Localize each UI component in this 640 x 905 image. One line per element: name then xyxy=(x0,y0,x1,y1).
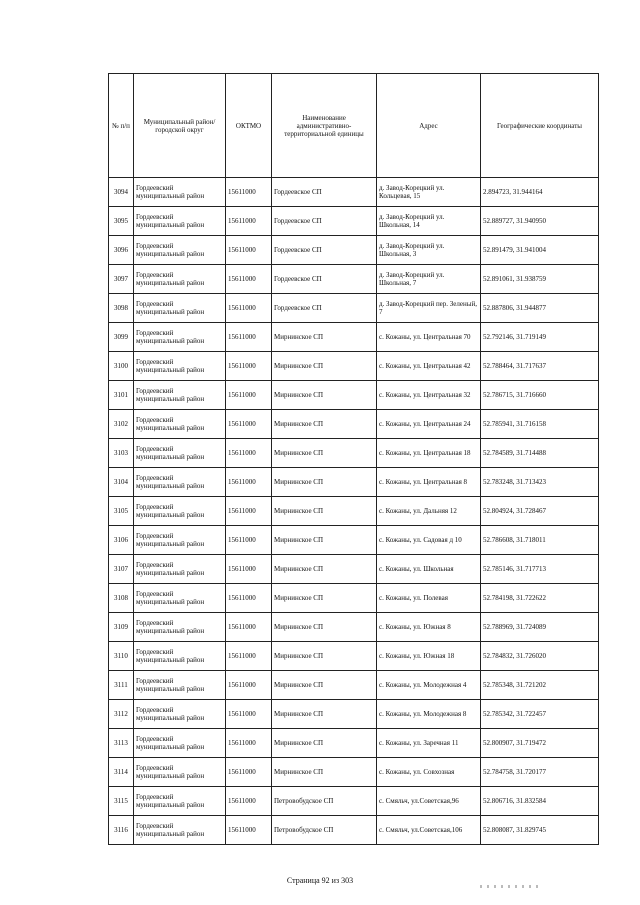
row-number: 3105 xyxy=(109,497,134,526)
table-row xyxy=(109,323,599,352)
row-coordinates: 2.894723, 31.944164 xyxy=(481,178,599,207)
scan-artifact xyxy=(480,885,540,888)
row-oktmo: 15611000 xyxy=(226,236,272,265)
row-address: д. Завод-Корецкий ул. Кольцевая, 15 xyxy=(377,178,481,207)
row-unit: Петровобудское СП xyxy=(272,816,377,845)
row-address: с. Кожаны, ул. Центральная 8 xyxy=(377,468,481,497)
row-address: с. Кожаны, ул. Молодежная 8 xyxy=(377,700,481,729)
row-number: 3102 xyxy=(109,410,134,439)
table-row xyxy=(109,700,599,729)
table-row xyxy=(109,816,599,845)
row-district: Гордеевский муниципальный район xyxy=(134,323,226,352)
row-number: 3114 xyxy=(109,758,134,787)
header-unit: Наименование административно-территориальной единицы xyxy=(272,74,377,178)
row-district: Гордеевский муниципальный район xyxy=(134,700,226,729)
table-row xyxy=(109,265,599,294)
row-number: 3097 xyxy=(109,265,134,294)
row-address: с. Кожаны, ул. Южная 8 xyxy=(377,613,481,642)
row-unit: Мирнинское СП xyxy=(272,758,377,787)
table-header-row xyxy=(109,74,599,178)
row-unit: Мирнинское СП xyxy=(272,468,377,497)
row-address: д. Завод-Корецкий пер. Зеленый, 7 xyxy=(377,294,481,323)
table-row xyxy=(109,758,599,787)
row-number: 3116 xyxy=(109,816,134,845)
row-unit: Мирнинское СП xyxy=(272,526,377,555)
row-district: Гордеевский муниципальный район xyxy=(134,671,226,700)
row-address: с. Кожаны, ул. Дальняя 12 xyxy=(377,497,481,526)
table-row xyxy=(109,787,599,816)
row-district: Гордеевский муниципальный район xyxy=(134,468,226,497)
row-number: 3115 xyxy=(109,787,134,816)
row-address: д. Завод-Корецкий ул. Школьная, 3 xyxy=(377,236,481,265)
table-row xyxy=(109,236,599,265)
row-oktmo: 15611000 xyxy=(226,468,272,497)
row-coordinates: 52.786608, 31.718011 xyxy=(481,526,599,555)
row-address: д. Завод-Корецкий ул. Школьная, 7 xyxy=(377,265,481,294)
row-number: 3107 xyxy=(109,555,134,584)
row-unit: Мирнинское СП xyxy=(272,410,377,439)
row-unit: Мирнинское СП xyxy=(272,323,377,352)
row-district: Гордеевский муниципальный район xyxy=(134,758,226,787)
row-district: Гордеевский муниципальный район xyxy=(134,584,226,613)
row-oktmo: 15611000 xyxy=(226,294,272,323)
row-oktmo: 15611000 xyxy=(226,642,272,671)
table-row xyxy=(109,642,599,671)
row-oktmo: 15611000 xyxy=(226,352,272,381)
row-coordinates: 52.785342, 31.722457 xyxy=(481,700,599,729)
row-unit: Гордеевское СП xyxy=(272,236,377,265)
row-number: 3094 xyxy=(109,178,134,207)
row-address: с. Кожаны, ул. Полевая xyxy=(377,584,481,613)
row-district: Гордеевский муниципальный район xyxy=(134,642,226,671)
header-oktmo: ОКТМО xyxy=(226,74,272,178)
table-row xyxy=(109,671,599,700)
row-unit: Мирнинское СП xyxy=(272,671,377,700)
row-oktmo: 15611000 xyxy=(226,265,272,294)
row-unit: Мирнинское СП xyxy=(272,439,377,468)
row-coordinates: 52.785146, 31.717713 xyxy=(481,555,599,584)
row-number: 3095 xyxy=(109,207,134,236)
row-coordinates: 52.784758, 31.720177 xyxy=(481,758,599,787)
table-row xyxy=(109,497,599,526)
table-row xyxy=(109,584,599,613)
row-coordinates: 52.786715, 31.716660 xyxy=(481,381,599,410)
row-oktmo: 15611000 xyxy=(226,816,272,845)
table-row xyxy=(109,178,599,207)
row-address: с. Кожаны, ул. Южная 18 xyxy=(377,642,481,671)
row-district: Гордеевский муниципальный район xyxy=(134,555,226,584)
row-district: Гордеевский муниципальный район xyxy=(134,381,226,410)
row-coordinates: 52.788464, 31.717637 xyxy=(481,352,599,381)
row-district: Гордеевский муниципальный район xyxy=(134,265,226,294)
row-number: 3099 xyxy=(109,323,134,352)
header-coordinates: Географические координаты xyxy=(481,74,599,178)
row-unit: Мирнинское СП xyxy=(272,729,377,758)
row-oktmo: 15611000 xyxy=(226,381,272,410)
row-coordinates: 52.783248, 31.713423 xyxy=(481,468,599,497)
row-unit: Мирнинское СП xyxy=(272,642,377,671)
table-row xyxy=(109,526,599,555)
row-coordinates: 52.891479, 31.941004 xyxy=(481,236,599,265)
row-oktmo: 15611000 xyxy=(226,584,272,613)
table-row xyxy=(109,352,599,381)
row-unit: Мирнинское СП xyxy=(272,700,377,729)
table-row xyxy=(109,207,599,236)
row-district: Гордеевский муниципальный район xyxy=(134,526,226,555)
row-oktmo: 15611000 xyxy=(226,758,272,787)
row-unit: Петровобудское СП xyxy=(272,787,377,816)
registry-table xyxy=(108,73,599,845)
header-district: Муниципальный район/городской округ xyxy=(134,74,226,178)
row-address: с. Кожаны, ул. Центральная 32 xyxy=(377,381,481,410)
row-number: 3113 xyxy=(109,729,134,758)
row-unit: Мирнинское СП xyxy=(272,584,377,613)
row-address: с. Смяльч, ул.Советская,96 xyxy=(377,787,481,816)
table-row xyxy=(109,555,599,584)
row-district: Гордеевский муниципальный район xyxy=(134,497,226,526)
row-coordinates: 52.792146, 31.719149 xyxy=(481,323,599,352)
row-oktmo: 15611000 xyxy=(226,700,272,729)
header-address: Адрес xyxy=(377,74,481,178)
row-number: 3111 xyxy=(109,671,134,700)
row-coordinates: 52.788969, 31.724089 xyxy=(481,613,599,642)
row-district: Гордеевский муниципальный район xyxy=(134,729,226,758)
row-district: Гордеевский муниципальный район xyxy=(134,613,226,642)
row-coordinates: 52.889727, 31.940950 xyxy=(481,207,599,236)
table-row xyxy=(109,729,599,758)
row-number: 3096 xyxy=(109,236,134,265)
row-unit: Гордеевское СП xyxy=(272,178,377,207)
row-number: 3098 xyxy=(109,294,134,323)
row-address: с. Кожаны, ул. Центральная 24 xyxy=(377,410,481,439)
row-number: 3103 xyxy=(109,439,134,468)
row-address: с. Кожаны, ул. Заречная 11 xyxy=(377,729,481,758)
row-unit: Гордеевское СП xyxy=(272,265,377,294)
row-coordinates: 52.806716, 31.832584 xyxy=(481,787,599,816)
row-address: с. Кожаны, ул. Молодежная 4 xyxy=(377,671,481,700)
table-row xyxy=(109,410,599,439)
row-address: с. Кожаны, ул. Центральная 70 xyxy=(377,323,481,352)
row-coordinates: 52.808087, 31.829745 xyxy=(481,816,599,845)
row-district: Гордеевский муниципальный район xyxy=(134,294,226,323)
row-number: 3104 xyxy=(109,468,134,497)
table-row xyxy=(109,439,599,468)
row-district: Гордеевский муниципальный район xyxy=(134,816,226,845)
row-coordinates: 52.804924, 31.728467 xyxy=(481,497,599,526)
row-oktmo: 15611000 xyxy=(226,439,272,468)
row-oktmo: 15611000 xyxy=(226,555,272,584)
row-oktmo: 15611000 xyxy=(226,671,272,700)
row-address: с. Кожаны, ул. Совхозная xyxy=(377,758,481,787)
table-row xyxy=(109,613,599,642)
row-address: д. Завод-Корецкий ул. Школьная, 14 xyxy=(377,207,481,236)
row-coordinates: 52.887806, 31.944877 xyxy=(481,294,599,323)
row-oktmo: 15611000 xyxy=(226,178,272,207)
row-unit: Мирнинское СП xyxy=(272,352,377,381)
header-number: № п/п xyxy=(109,74,134,178)
row-oktmo: 15611000 xyxy=(226,729,272,758)
row-district: Гордеевский муниципальный район xyxy=(134,787,226,816)
row-number: 3101 xyxy=(109,381,134,410)
row-number: 3109 xyxy=(109,613,134,642)
table-row xyxy=(109,294,599,323)
row-coordinates: 52.800907, 31.719472 xyxy=(481,729,599,758)
row-unit: Гордеевское СП xyxy=(272,207,377,236)
row-address: с. Смяльч, ул.Советская,106 xyxy=(377,816,481,845)
row-coordinates: 52.785348, 31.721202 xyxy=(481,671,599,700)
row-unit: Мирнинское СП xyxy=(272,381,377,410)
row-district: Гордеевский муниципальный район xyxy=(134,410,226,439)
table-row xyxy=(109,381,599,410)
row-district: Гордеевский муниципальный район xyxy=(134,207,226,236)
table-row xyxy=(109,468,599,497)
row-oktmo: 15611000 xyxy=(226,787,272,816)
row-coordinates: 52.784198, 31.722622 xyxy=(481,584,599,613)
row-unit: Гордеевское СП xyxy=(272,294,377,323)
row-unit: Мирнинское СП xyxy=(272,613,377,642)
row-district: Гордеевский муниципальный район xyxy=(134,352,226,381)
row-coordinates: 52.784589, 31.714488 xyxy=(481,439,599,468)
row-number: 3110 xyxy=(109,642,134,671)
row-district: Гордеевский муниципальный район xyxy=(134,236,226,265)
row-coordinates: 52.784832, 31.726020 xyxy=(481,642,599,671)
row-number: 3108 xyxy=(109,584,134,613)
row-oktmo: 15611000 xyxy=(226,410,272,439)
row-oktmo: 15611000 xyxy=(226,497,272,526)
page-number: Страница 92 из 303 xyxy=(286,876,354,885)
row-address: с. Кожаны, ул. Центральная 18 xyxy=(377,439,481,468)
row-coordinates: 52.785941, 31.716158 xyxy=(481,410,599,439)
row-oktmo: 15611000 xyxy=(226,207,272,236)
row-unit: Мирнинское СП xyxy=(272,555,377,584)
row-number: 3112 xyxy=(109,700,134,729)
row-unit: Мирнинское СП xyxy=(272,497,377,526)
row-address: с. Кожаны, ул. Школьная xyxy=(377,555,481,584)
row-oktmo: 15611000 xyxy=(226,613,272,642)
row-oktmo: 15611000 xyxy=(226,526,272,555)
row-address: с. Кожаны, ул. Центральная 42 xyxy=(377,352,481,381)
row-number: 3106 xyxy=(109,526,134,555)
row-coordinates: 52.891061, 31.938759 xyxy=(481,265,599,294)
row-oktmo: 15611000 xyxy=(226,323,272,352)
row-number: 3100 xyxy=(109,352,134,381)
row-address: с. Кожаны, ул. Садовая д 10 xyxy=(377,526,481,555)
row-district: Гордеевский муниципальный район xyxy=(134,439,226,468)
row-district: Гордеевский муниципальный район xyxy=(134,178,226,207)
